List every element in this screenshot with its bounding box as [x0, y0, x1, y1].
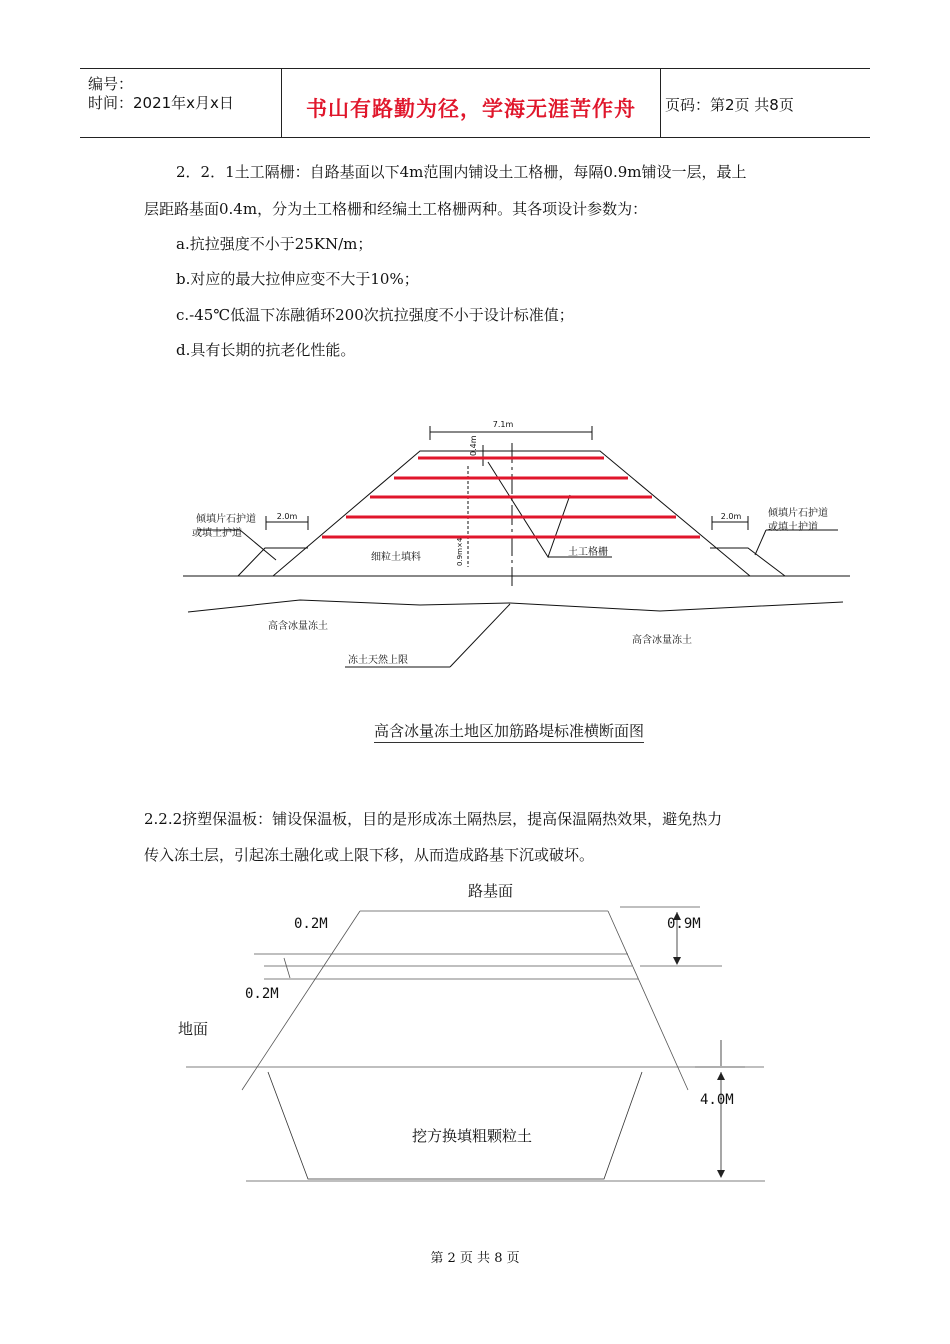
para-geogrid-line2: 层距路基面0.4m，分为土工格栅和经编土工格栅两种。其各项设计参数为： [144, 200, 648, 218]
page-footer: 第 2 页 共 8 页 [430, 1251, 520, 1266]
top-width-label: 7.1m [492, 420, 514, 429]
left-berm-label-2: 或填土护道 [192, 528, 242, 539]
permafrost-left-label: 高含冰量冻土 [268, 621, 328, 632]
right-berm-label-1: 倾填片石护道 [768, 508, 828, 519]
top-spacing-label: 0.4m [469, 435, 478, 456]
permafrost-right-label: 高含冰量冻土 [632, 635, 692, 646]
depth-label: 4.0M [700, 1092, 734, 1108]
natural-limit-label: 冻土天然上限 [348, 655, 408, 666]
param-d: d.具有长期的抗老化性能。 [176, 341, 356, 359]
param-a: a.抗拉强度不小于25KN/m； [176, 235, 373, 253]
right-top-dim-label: 0.9M [667, 916, 701, 932]
left-berm-width-label: 2.0m [276, 512, 298, 521]
right-slope [608, 911, 688, 1090]
geogrid-label: 土工格栅 [568, 547, 608, 558]
page-number-header: 页码：第2页 共8页 [665, 96, 794, 114]
right-berm-label-2: 或填土护道 [768, 522, 818, 533]
motto: 书山有路勤为径，学海无涯苦作舟 [306, 97, 636, 121]
bottom-dim-label: 0.2M [245, 986, 279, 1002]
excavation-fill-label: 挖方换填粗颗粒土 [412, 1127, 533, 1145]
para-insulation-line1: 2.2.2挤塑保温板：铺设保温板，目的是形成冻土隔热层，提高保温隔热效果，避免热力 [144, 810, 723, 828]
top-dim-label: 0.2M [294, 916, 328, 932]
right-berm-width-label: 2.0m [720, 512, 742, 521]
subgrade-surface-label: 路基面 [468, 882, 514, 900]
left-berm-label-1: 倾填片石护道 [196, 514, 256, 525]
fill-label: 细粒土填料 [371, 552, 421, 563]
ground-label: 地面 [178, 1020, 209, 1038]
layer-spacing-label: 0.9m×4 [456, 537, 464, 566]
doc-code: 编号： [88, 75, 134, 93]
param-b: b.对应的最大拉伸应变不大于10%； [176, 270, 419, 288]
para-insulation-line2: 传入冻土层，引起冻土融化或上限下移，从而造成路基下沉或破坏。 [144, 846, 595, 864]
param-c: c.-45℃低温下冻融循环200次抗拉强度不小于设计标准值； [176, 306, 574, 324]
doc-date: 时间：2021年x月x日 [88, 94, 234, 112]
figure1-caption: 高含冰量冻土地区加筋路堤标准横断面图 [374, 720, 644, 743]
para-geogrid-line1: 2．2．1土工隔栅：自路基面以下4m范围内铺设土工格栅，每隔0.9m铺设一层，最上 [176, 163, 747, 181]
